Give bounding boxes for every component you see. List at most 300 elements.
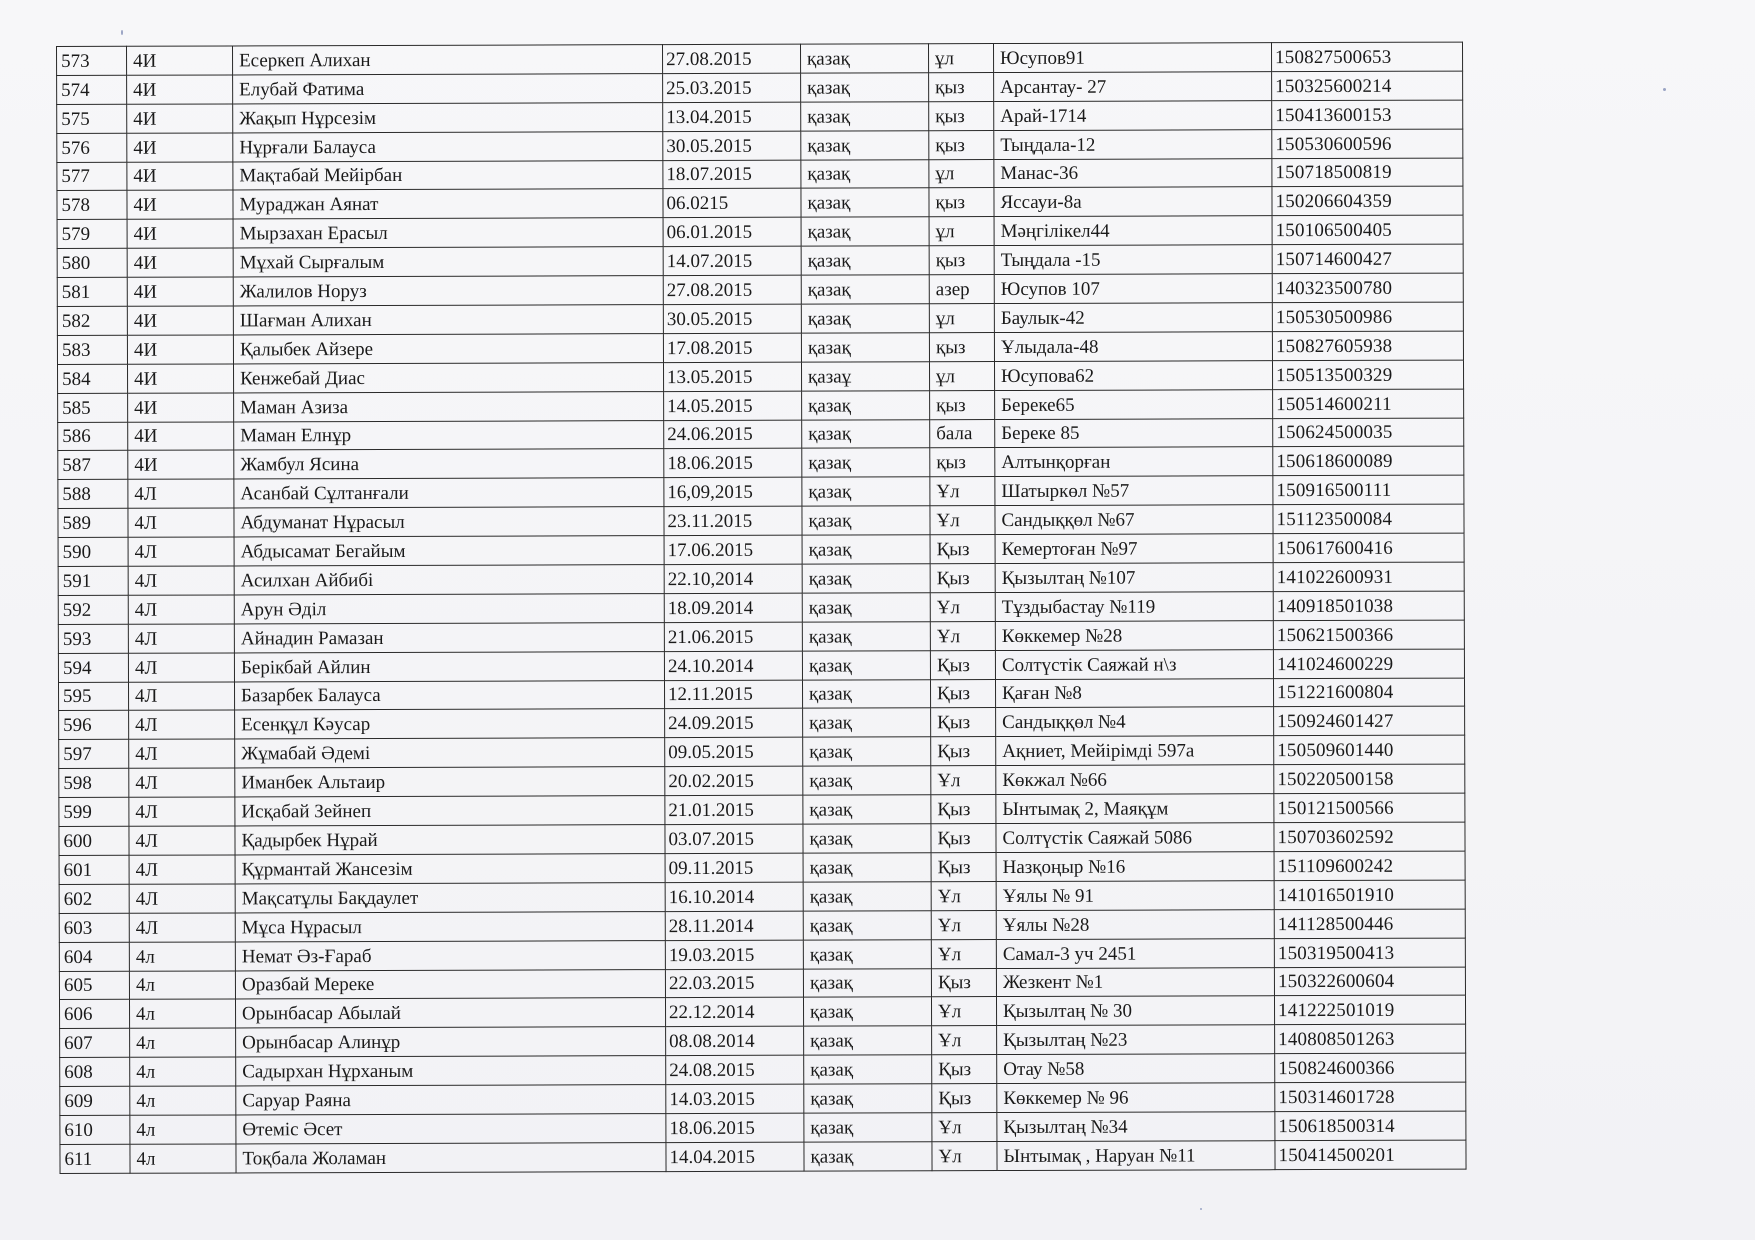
student-name-cell: Орынбасар Алинұр [236,1027,666,1057]
class-cell: 4л [130,1115,236,1144]
gender-cell: Қыз [931,708,996,737]
student-name-cell: Абдуманат Нұрасыл [234,507,664,537]
birth-date-cell: 24.09.2015 [665,709,803,738]
table-row [60,1053,1466,1086]
student-name-cell: Қалыбек Айзере [233,333,663,363]
gender-cell: Ұл [930,621,995,650]
table-row [58,678,1464,711]
iin-cell: 150314601728 [1275,1082,1466,1111]
address-cell: Қызылтаң № 30 [996,996,1274,1026]
iin-cell: 150413600153 [1272,100,1463,129]
nationality-cell: қазақ [803,766,931,795]
birth-date-cell: 18.06.2015 [664,449,802,478]
address-cell: Солтүстік Саяжай н\з [995,649,1273,679]
address-cell: Ақниет, Мейірімді 597а [996,736,1274,766]
row-number-cell: 595 [58,682,128,711]
birth-date-cell: 14.05.2015 [664,391,802,420]
student-name-cell: Қадырбек Нұрай [235,825,665,855]
address-cell: Береке65 [995,389,1273,419]
address-cell: Яссауи-8а [994,187,1272,217]
address-cell: Береке 85 [995,418,1273,448]
scan-speck [1663,88,1666,91]
address-cell: Ынтымақ 2, Маяқұм [996,794,1274,824]
address-cell: Қызылтаң №34 [997,1112,1275,1142]
gender-cell: қыз [929,72,994,101]
birth-date-cell: 06.0215 [663,189,801,218]
iin-cell: 150322600604 [1274,967,1465,996]
student-name-cell: Жамбул Ясина [234,449,664,479]
address-cell: Самал-3 уч 2451 [996,938,1274,968]
gender-cell: Ұл [930,592,995,621]
nationality-cell: қазақ [801,217,929,246]
row-number-cell: 575 [57,104,127,133]
class-cell: 4И [127,248,233,277]
address-cell: Қаған №8 [995,678,1273,708]
class-cell: 4Л [128,479,234,508]
gender-cell: Ұл [932,1026,997,1055]
gender-cell: ұл [929,159,994,188]
birth-date-cell: 24.10.2014 [664,651,802,680]
iin-cell: 150513500329 [1272,360,1463,389]
address-cell: Отау №58 [997,1054,1275,1084]
table-row [60,1111,1466,1144]
address-cell: Ұялы №28 [996,909,1274,939]
birth-date-cell: 12.11.2015 [664,680,802,709]
row-number-cell: 579 [57,220,127,249]
nationality-cell: қазақ [801,333,929,362]
address-cell: Арсантау- 27 [994,72,1272,102]
birth-date-cell: 16,09,2015 [664,478,802,507]
gender-cell: Қыз [932,1055,997,1084]
student-name-cell: Маман Елнұр [234,420,664,450]
nationality-cell: қазақ [801,275,929,304]
iin-cell: 150624500035 [1273,418,1464,447]
table-row [59,909,1465,942]
row-number-cell: 593 [58,624,128,653]
gender-cell: ұл [928,44,993,73]
iin-cell: 141016501910 [1274,880,1465,909]
table-row [58,389,1464,422]
gender-cell: қыз [929,246,994,275]
student-name-cell: Жалилов Норуз [233,276,663,306]
class-cell: 4Л [128,537,234,566]
student-table [56,42,1467,1174]
iin-cell: 151221600804 [1273,678,1464,707]
student-name-cell: Оразбай Мереке [235,969,665,999]
birth-date-cell: 25.03.2015 [663,73,801,102]
table-row [59,793,1465,826]
row-number-cell: 608 [60,1057,130,1086]
student-name-cell: Немат Әз-Ғараб [235,940,665,970]
address-cell: Қызылтаң №107 [995,563,1273,593]
nationality-cell: қазақ [800,44,928,73]
birth-date-cell: 23.11.2015 [664,506,802,535]
gender-cell: Қыз [930,679,995,708]
address-cell: Қызылтаң №23 [997,1025,1275,1055]
row-number-cell: 580 [57,249,127,278]
class-cell: 4Л [129,913,235,942]
table-row [58,475,1464,508]
gender-cell: Қыз [931,968,996,997]
iin-cell: 150714600427 [1272,244,1463,273]
nationality-cell: қазақ [801,159,929,188]
table-row [60,1140,1466,1173]
gender-cell: Ұл [930,506,995,535]
iin-cell: 150703602592 [1274,822,1465,851]
birth-date-cell: 21.01.2015 [665,795,803,824]
nationality-cell: қазақ [802,419,930,448]
table-row [57,187,1463,220]
scan-speck [121,30,123,35]
nationality-cell: қазақ [801,188,929,217]
address-cell: Тыңдала -15 [994,245,1272,275]
table-row [58,562,1464,595]
gender-cell: Қыз [931,737,996,766]
table-row [57,244,1463,277]
table-row [57,100,1463,133]
birth-date-cell: 22.10,2014 [664,564,802,593]
row-number-cell: 588 [58,480,128,509]
birth-date-cell: 18.06.2015 [666,1113,804,1142]
class-cell: 4л [130,1028,236,1057]
address-cell: Көккемер №28 [995,620,1273,650]
birth-date-cell: 17.06.2015 [664,535,802,564]
iin-cell: 151123500084 [1273,504,1464,533]
table-row [60,1082,1466,1115]
class-cell: 4л [130,1057,236,1086]
nationality-cell: қазақ [803,737,931,766]
nationality-cell: қазақ [802,593,930,622]
nationality-cell: қазақ [802,477,930,506]
gender-cell: Ұл [931,881,996,910]
student-name-cell: Исқабай Зейнеп [235,796,665,826]
nationality-cell: қазақ [803,997,931,1026]
student-name-cell: Айнадин Рамазан [234,622,664,652]
gender-cell: Ұл [932,1141,997,1170]
nationality-cell: қазақ [804,1055,932,1084]
student-name-cell: Иманбек Альтаир [235,767,665,797]
row-number-cell: 602 [59,884,129,913]
row-number-cell: 591 [58,566,128,595]
table-row [59,851,1465,884]
class-cell: 4Л [128,508,234,537]
row-number-cell: 606 [59,1000,129,1029]
row-number-cell: 583 [57,335,127,364]
gender-cell: қыз [929,332,994,361]
row-number-cell: 577 [57,162,127,191]
birth-date-cell: 27.08.2015 [662,44,800,73]
address-cell: Шатыркөл №57 [995,476,1273,506]
row-number-cell: 573 [57,46,127,75]
table-row [58,418,1464,451]
address-cell: Юсупова62 [994,360,1272,390]
gender-cell: Ұл [931,910,996,939]
class-cell: 4И [127,162,233,191]
row-number-cell: 604 [59,942,129,971]
nationality-cell: қазақ [801,130,929,159]
birth-date-cell: 20.02.2015 [665,766,803,795]
birth-date-cell: 03.07.2015 [665,824,803,853]
gender-cell: ұл [929,304,994,333]
student-name-cell: Мырзахан Ерасыл [233,218,663,248]
nationality-cell: қазақ [804,1084,932,1113]
birth-date-cell: 30.05.2015 [663,131,801,160]
class-cell: 4И [127,104,233,133]
row-number-cell: 586 [58,422,128,451]
row-number-cell: 596 [59,711,129,740]
birth-date-cell: 18.09.2014 [664,593,802,622]
table-row [57,331,1463,364]
table-row [58,591,1464,624]
table-row [57,302,1463,335]
row-number-cell: 578 [57,191,127,220]
table-row [57,158,1463,191]
row-number-cell: 576 [57,133,127,162]
class-cell: 4И [127,75,233,104]
class-cell: 4И [128,393,234,422]
row-number-cell: 611 [60,1144,130,1173]
student-name-cell: Абдысамат Бегайым [234,536,664,566]
iin-cell: 151109600242 [1274,851,1465,880]
gender-cell: қыз [929,188,994,217]
birth-date-cell: 18.07.2015 [663,160,801,189]
birth-date-cell: 22.03.2015 [665,969,803,998]
class-cell: 4Л [129,855,235,884]
nationality-cell: қазақ [801,304,929,333]
table-row [58,447,1464,480]
table-row [59,967,1465,1000]
address-cell: Мәңгілікел44 [994,216,1272,246]
class-cell: 4Л [128,595,234,624]
nationality-cell: қазақ [803,882,931,911]
iin-cell: 150206604359 [1272,187,1463,216]
gender-cell: Қыз [930,650,995,679]
birth-date-cell: 16.10.2014 [665,882,803,911]
nationality-cell: қазаұ [801,362,929,391]
address-cell: Көкжал №66 [996,765,1274,795]
iin-cell: 150509601440 [1274,735,1465,764]
nationality-cell: қазақ [801,102,929,131]
iin-cell: 140808501263 [1275,1024,1466,1053]
table-row [59,735,1465,768]
birth-date-cell: 17.08.2015 [663,333,801,362]
iin-cell: 150121500566 [1274,793,1465,822]
iin-cell: 150106500405 [1272,215,1463,244]
gender-cell: Ұл [930,477,995,506]
gender-cell: Ұл [932,1113,997,1142]
class-cell: 4Л [129,710,235,739]
student-name-cell: Мақтабай Мейірбан [233,160,663,190]
nationality-cell: қазақ [803,968,931,997]
student-name-cell: Мұса Нұрасыл [235,911,665,941]
student-name-cell: Есенқұл Кәусар [235,709,665,739]
class-cell: 4И [127,364,233,393]
student-table-body [57,42,1467,1173]
scan-speck [1200,1208,1202,1210]
address-cell: Тыңдала-12 [994,129,1272,159]
class-cell: 4Л [129,739,235,768]
student-name-cell: Шағман Алихан [233,305,663,335]
student-name-cell: Өтеміс Әсет [236,1114,666,1144]
row-number-cell: 581 [57,277,127,306]
nationality-cell: қазақ [802,390,930,419]
nationality-cell: қазақ [803,939,931,968]
student-name-cell: Саруар Раяна [236,1085,666,1115]
iin-cell: 150530500986 [1272,302,1463,331]
table-row [57,129,1463,162]
table-row [58,649,1464,682]
birth-date-cell: 06.01.2015 [663,218,801,247]
student-table-wrapper [56,42,1466,1174]
gender-cell: қыз [930,448,995,477]
class-cell: 4И [127,335,233,364]
iin-cell: 150530600596 [1272,129,1463,158]
class-cell: 4Л [129,884,235,913]
row-number-cell: 574 [57,75,127,104]
gender-cell: Ұл [931,766,996,795]
iin-cell: 150827605938 [1272,331,1463,360]
nationality-cell: қазақ [802,679,930,708]
table-row [59,822,1465,855]
nationality-cell: қазақ [802,448,930,477]
row-number-cell: 590 [58,537,128,566]
student-name-cell: Кенжебай Диас [233,362,663,392]
iin-cell: 150220500158 [1274,764,1465,793]
row-number-cell: 607 [60,1029,130,1058]
class-cell: 4И [127,46,233,75]
birth-date-cell: 22.12.2014 [665,998,803,1027]
student-name-cell: Садырхан Нұрханым [236,1056,666,1086]
table-row [59,938,1465,971]
iin-cell: 150617600416 [1273,533,1464,562]
gender-cell: қыз [930,390,995,419]
iin-cell: 141222501019 [1274,995,1465,1024]
iin-cell: 141128500446 [1274,909,1465,938]
address-cell: Жезкент №1 [996,967,1274,997]
gender-cell: Қыз [930,535,995,564]
row-number-cell: 585 [58,393,128,422]
address-cell: Ынтымақ , Наруан №11 [997,1141,1275,1171]
nationality-cell: қазақ [801,246,929,275]
gender-cell: Қыз [931,824,996,853]
iin-cell: 150621500366 [1273,620,1464,649]
birth-date-cell: 28.11.2014 [665,911,803,940]
nationality-cell: қазақ [804,1026,932,1055]
gender-cell: қыз [929,130,994,159]
birth-date-cell: 14.04.2015 [666,1142,804,1171]
class-cell: 4И [127,219,233,248]
class-cell: 4л [129,970,235,999]
nationality-cell: қазақ [804,1142,932,1171]
iin-cell: 141022600931 [1273,562,1464,591]
gender-cell: азер [929,275,994,304]
iin-cell: 150414500201 [1275,1140,1466,1169]
gender-cell: ұл [929,217,994,246]
birth-date-cell: 09.05.2015 [665,738,803,767]
student-name-cell: Есеркеп Алихан [233,45,663,75]
gender-cell: Қыз [931,795,996,824]
student-name-cell: Елубай Фатима [233,73,663,103]
class-cell: 4И [127,190,233,219]
class-cell: 4Л [129,768,235,797]
nationality-cell: қазақ [802,622,930,651]
class-cell: 4Л [128,653,234,682]
student-name-cell: Асанбай Сұлтанғали [234,478,664,508]
row-number-cell: 605 [59,971,129,1000]
birth-date-cell: 13.05.2015 [663,362,801,391]
class-cell: 4И [127,277,233,306]
iin-cell: 150514600211 [1273,389,1464,418]
gender-cell: Ұл [931,939,996,968]
gender-cell: Ұл [931,997,996,1026]
address-cell: Солтүстік Саяжай 5086 [996,823,1274,853]
row-number-cell: 587 [58,451,128,480]
class-cell: 4И [128,450,234,479]
address-cell: Кемертоған №97 [995,534,1273,564]
table-row [59,764,1465,797]
iin-cell: 150827500653 [1271,42,1462,71]
table-row [57,273,1463,306]
iin-cell: 150618500314 [1275,1111,1466,1140]
nationality-cell: қазақ [803,824,931,853]
address-cell: Тұздыбастау №119 [995,592,1273,622]
nationality-cell: қазақ [802,506,930,535]
address-cell: Көккемер № 96 [997,1083,1275,1113]
student-name-cell: Нұрғали Балауса [233,131,663,161]
row-number-cell: 603 [59,913,129,942]
gender-cell: Қыз [931,852,996,881]
gender-cell: Қыз [932,1084,997,1113]
address-cell: Сандыққөл №67 [995,505,1273,535]
table-row [58,533,1464,566]
row-number-cell: 601 [59,855,129,884]
student-name-cell: Құрмантай Жансезім [235,854,665,884]
class-cell: 4Л [128,624,234,653]
iin-cell: 150824600366 [1275,1053,1466,1082]
birth-date-cell: 27.08.2015 [663,275,801,304]
table-row [57,42,1463,75]
nationality-cell: қазақ [801,73,929,102]
iin-cell: 150718500819 [1272,158,1463,187]
student-name-cell: Арун Әділ [234,594,664,624]
nationality-cell: қазақ [802,564,930,593]
birth-date-cell: 24.06.2015 [664,420,802,449]
table-row [58,620,1464,653]
table-row [59,880,1465,913]
table-row [57,215,1463,248]
birth-date-cell: 21.06.2015 [664,622,802,651]
student-name-cell: Мұхай Сырғалым [233,247,663,277]
address-cell: Арай-1714 [994,100,1272,130]
row-number-cell: 598 [59,769,129,798]
class-cell: 4л [129,942,235,971]
address-cell: Ұялы № 91 [996,881,1274,911]
row-number-cell: 584 [57,364,127,393]
student-name-cell: Тоқбала Жоламан [236,1142,666,1172]
address-cell: Ұлыдала-48 [994,332,1272,362]
birth-date-cell: 14.07.2015 [663,246,801,275]
birth-date-cell: 13.04.2015 [663,102,801,131]
nationality-cell: қазақ [803,708,931,737]
nationality-cell: қазақ [804,1113,932,1142]
iin-cell: 150916500111 [1273,475,1464,504]
nationality-cell: қазақ [803,910,931,939]
class-cell: 4Л [129,797,235,826]
class-cell: 4И [127,306,233,335]
address-cell: Юсупов 107 [994,274,1272,304]
row-number-cell: 582 [57,306,127,335]
row-number-cell: 592 [58,595,128,624]
